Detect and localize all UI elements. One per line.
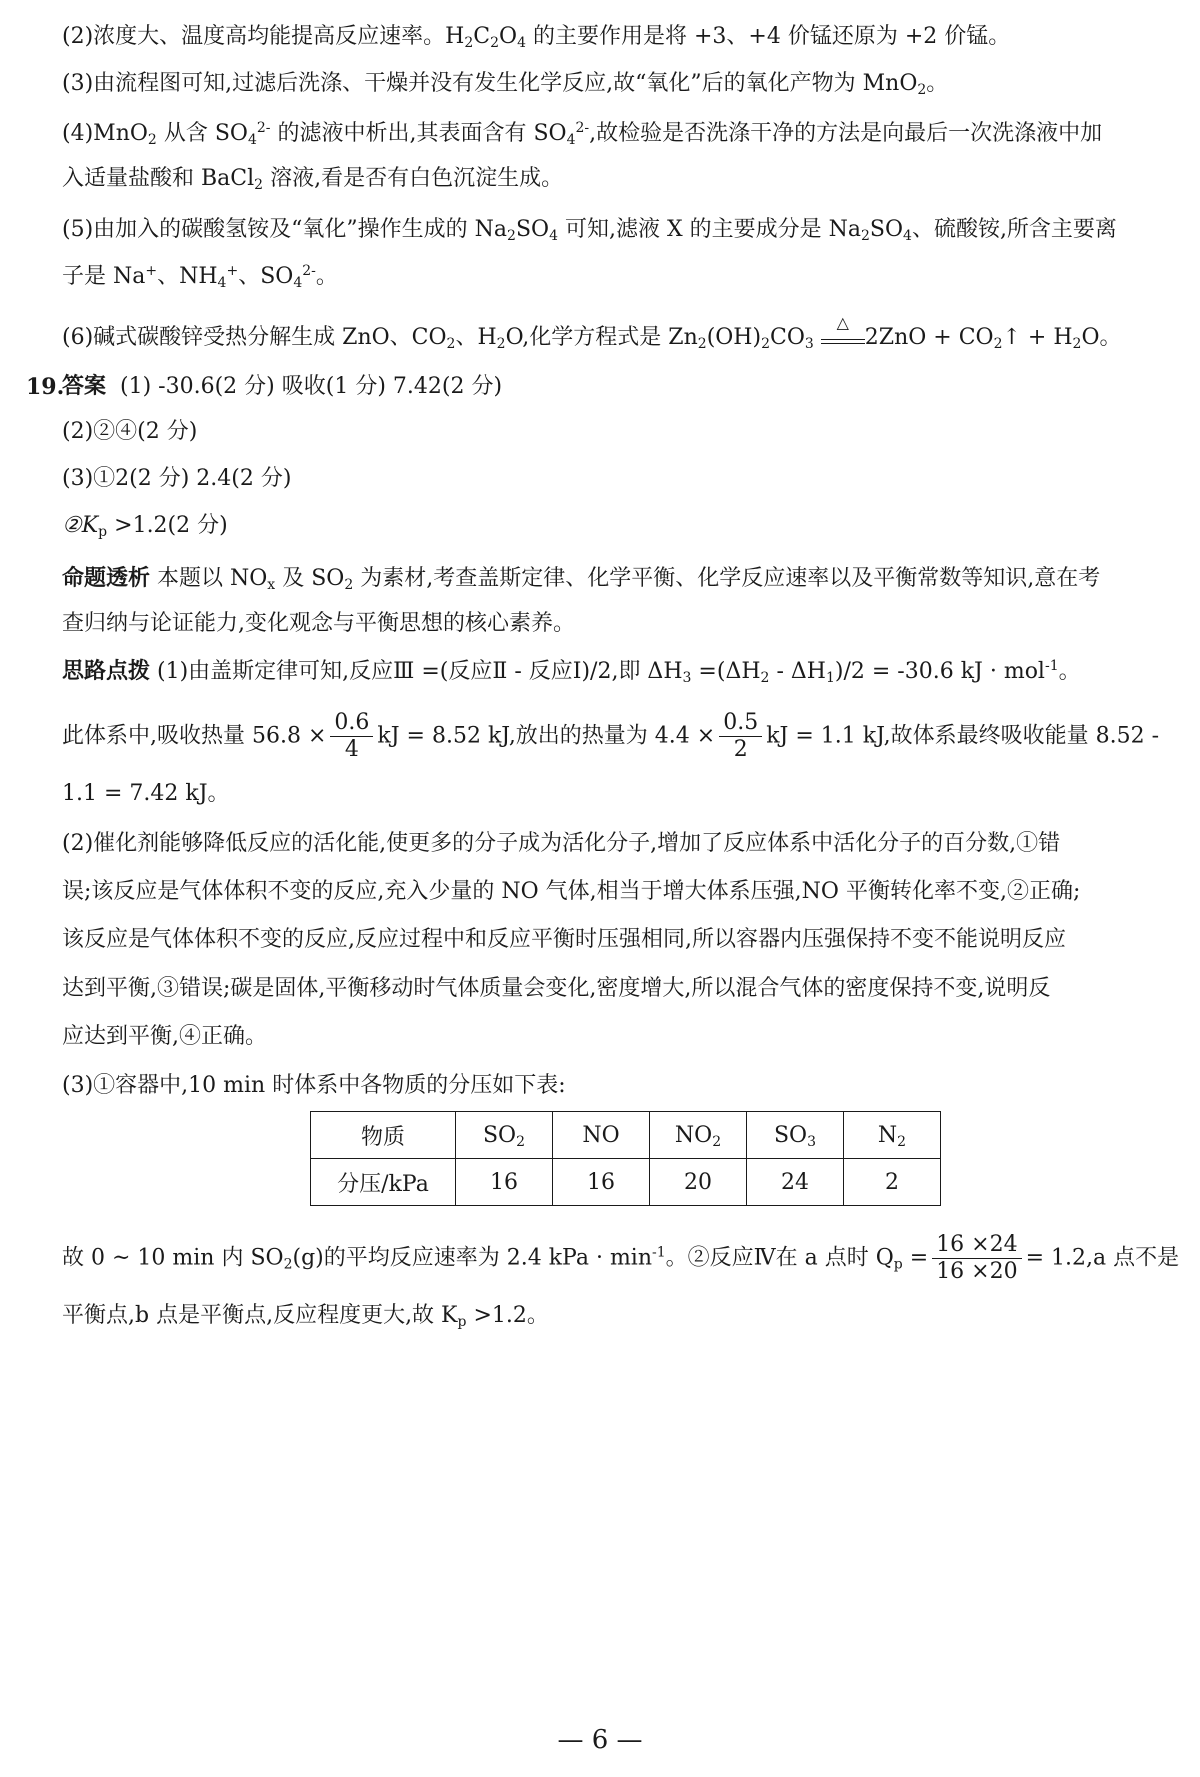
q19-insight-line2: 查归纳与论证能力,变化观念与平衡思想的核心素养。 (62, 611, 575, 636)
table-header-cell: $N_2$ (844, 1112, 941, 1159)
q19-tips-line11: 平衡点,b 点是平衡点,反应程度更大,故 $K_p >1.2$。 (62, 1303, 549, 1330)
table-row (311, 1159, 941, 1206)
q19-answer-2: (2)②④(2 分) (62, 419, 198, 444)
table-header-cell: $SO_2$ (456, 1112, 553, 1159)
table-cell: 20 (650, 1159, 747, 1206)
table-cell: 16 (456, 1159, 553, 1206)
insight-label: 命题透析 (62, 566, 151, 591)
q19-tips-line7: 达到平衡,③错误;碳是固体,平衡移动时气体质量会变化,密度增大,所以混合气体的密度保持不变,说明反 (62, 976, 1051, 1001)
answer-label: 答案 (62, 374, 107, 399)
q19-tips-line3: 1.1 = 7.42 kJ。 (62, 781, 230, 806)
q19-tips-line8: 应达到平衡,④正确。 (62, 1024, 267, 1049)
fraction-qp: $\frac{16 \times 24}{16 \times 20}$ (932, 1232, 1021, 1285)
table-header-cell: $NO_2$ (650, 1112, 747, 1159)
table-header-cell: $SO_3$ (747, 1112, 844, 1159)
q19-tips-line1: 思路点拨 (1)由盖斯定律可知,反应Ⅲ =(反应Ⅱ - 反应Ⅰ)/2,即 $\Delta H_3 =(\Delta H_2 - \Delta H_1)/2 = -30.6$ kJ · mol$^{-1}$。 (62, 658, 1081, 686)
table-cell: 2 (844, 1159, 941, 1206)
q19-answer-4: $②K_p >1.2(2$ 分) (62, 513, 228, 540)
q18-part5-line2: 子是 Na+、$NH_4^+$、$SO_4^{2-}$。 (62, 263, 338, 291)
table-cell: 16 (553, 1159, 650, 1206)
partial-pressure-table (310, 1111, 941, 1206)
table-header-row (311, 1112, 941, 1159)
heating-arrow: △ (821, 330, 865, 344)
q18-part2: (2)浓度大、温度高均能提高反应速率。$H_2C_2O_4$ 的主要作用是将 +3、+4 价锰还原为 +2 价锰。 (62, 24, 1011, 51)
fraction-0.6-over-4: $\frac{0.6}{4}$ (330, 710, 373, 763)
q18-part4-line1: (4)MnO$_2$ 从含 $SO_4^{2-}$ 的滤液中析出,其表面含有 $SO_4^{2-}$,故检验是否洗涤干净的方法是向最后一次洗涤液中加 (62, 120, 1103, 148)
table-header-cell: NO (553, 1112, 650, 1159)
table-header-label: 物质 (311, 1112, 456, 1159)
page-number: — 6 — (557, 1725, 643, 1755)
q19-tips-line9: (3)①容器中,10 min 时体系中各物质的分压如下表: (62, 1073, 566, 1098)
table-row-label: 分压/kPa (311, 1159, 456, 1206)
q19-answer-3: (3)①2(2 分) 2.4(2 分) (62, 466, 292, 491)
q19-insight-line1: 命题透析 本题以 $NO_x$ 及 $SO_2$ 为素材,考查盖斯定律、化学平衡、化学反应速率以及平衡常数等知识,意在考 (62, 566, 1101, 593)
question-number: 19. (26, 374, 65, 400)
fraction-0.5-over-2: $\frac{0.5}{2}$ (719, 710, 762, 763)
q19-tips-line5: 误;该反应是气体体积不变的反应,充入少量的 NO 气体,相当于增大体系压强,NO 平衡转化率不变,②正确; (62, 879, 1081, 904)
tips-label: 思路点拨 (62, 659, 151, 684)
q18-part4-line2: 入适量盐酸和 BaCl$_2$ 溶液,看是否有白色沉淀生成。 (62, 166, 564, 193)
q19-answer-1: 答案 (1) -30.6(2 分) 吸收(1 分) 7.42(2 分) (62, 374, 503, 399)
q19-tips-line2: 此体系中,吸收热量 56.8 × $\frac{0.6}{4}$ kJ = 8.52 kJ,放出的热量为 4.4 × $\frac{0.5}{2}$ kJ = 1.1 kJ,故体系最终吸收能量 8.52 - (62, 710, 1160, 762)
q19-tips-line4: (2)催化剂能够降低反应的活化能,使更多的分子成为活化分子,增加了反应体系中活化分子的百分数,①错 (62, 831, 1061, 856)
table-cell: 24 (747, 1159, 844, 1206)
q18-part3: (3)由流程图可知,过滤后洗涤、干燥并没有发生化学反应,故“氧化”后的氧化产物为 MnO$_2$。 (62, 71, 949, 98)
q19-tips-line10: 故 0 ~ 10 min 内 $SO_2(g)$的平均反应速率为 2.4 kPa · $\min^{-1}$。②反应Ⅳ在 a 点时 $Q_p$ = $\frac{16 \times 24}{16 \times 20}$ = 1.2,a 点不是 (62, 1232, 1180, 1284)
q19-tips-line6: 该反应是气体体积不变的反应,反应过程中和反应平衡时压强相同,所以容器内压强保持不变不能说明反应 (62, 927, 1066, 952)
q18-part6: (6)碱式碳酸锌受热分解生成 ZnO、$CO_2$、$H_2O$,化学方程式是 $Zn_2(OH)_2CO_3$ △ $2ZnO + CO_2↑ + H_2O$。 (62, 313, 1122, 352)
q18-part5-line1: (5)由加入的碳酸氢铵及“氧化”操作生成的 $Na_2SO_4$ 可知,滤液 X 的主要成分是 $Na_2SO_4$、硫酸铵,所含主要离 (62, 217, 1117, 244)
